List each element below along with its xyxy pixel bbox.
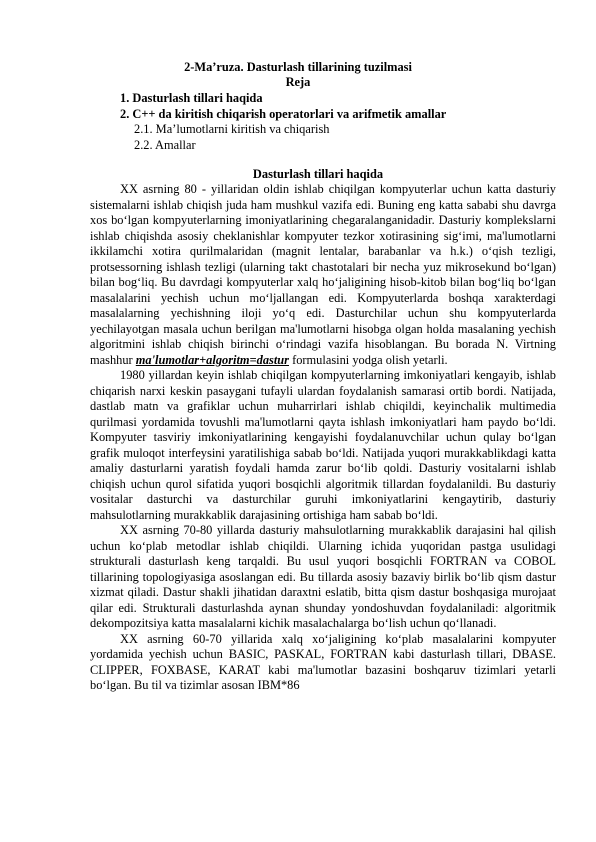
paragraph-text: formulasini yodga olish yetarli. bbox=[289, 352, 448, 367]
body-text bbox=[90, 182, 556, 694]
formula-emphasis: ma'lumotlar+algoritm=dastur bbox=[135, 352, 289, 367]
paragraph bbox=[90, 182, 556, 368]
paragraph-text: XX asrning 80 - yillaridan oldin ishlab chiqilgan kompyuterlar uchun katta dasturiy sistemalarni ishlab chiqish juda ham mushkul vazifa edi. Buning eng katta sababi shu davrga xos bo‘lgan kompyuterlarning imoniyatlarining chegaralanganidadir. Dasturiy komplekslarni ishlab chiqishda asosiy cheklanishlar kompyuter tezkor xotirasining sig‘imi, ma'lumotlarni ikkilamchi xotira qurilmalaridan (magnit lentalar, barabanlar va h.k.) o‘qish tezligi, protsessorning ishlash tezligi (ularning takt chastotalari bir necha yuz mikrosekund bo‘lgan) bilan bog‘liq. Bu davrdagi kompyuterlar xalq ho‘jaligining hisob-kitob bilan bog‘liq bo‘lgan masalalarini yechish uchun mo‘ljallangan edi. Kompyuterlarda boshqa xarakterdagi masalalarning yechishning iloji yo‘q edi. Dasturchilar uchun shu kompyuterlarda yechilayotgan masala uchun berilgan ma'lumotlarni hisobga olgan holda masalaning yechish algoritmini ishlab chiqish birinchi o‘rindagi vazifa hisoblangan. Bu borada N. Virtning mashhur bbox=[90, 182, 556, 367]
section-heading: Dasturlash tillari haqida bbox=[252, 167, 384, 181]
plan-item: 1. Dasturlash tillari haqida bbox=[120, 91, 263, 105]
subplan-item: 2.1. Ma’lumotlarni kiritish va chiqarish bbox=[134, 122, 330, 136]
plan-heading: Reja bbox=[285, 75, 311, 89]
lecture-title: 2-Ma’ruza. Dasturlash tillarining tuzilmasi bbox=[184, 60, 412, 74]
paragraph: XX asrning 70-80 yillarda dasturiy mahsulotlarning murakkablik darajasini hal qilish uchun ko‘plab metodlar ishlab chiqildi. Ularning ichida yuqoridan pastga usulidagi strukturali dasturlash keng tarqaldi. Bu usul yuqori bosqichli FORTRAN va COBOL tillarining topologiyasiga asoslangan edi. Bu tillarda asosiy bazaviy birlik bo‘lib qism dastur xizmat qiladi. Dastur shakli jihatidan daraxtni eslatib, bitta qism dastur boshqasiga murojaat qilar edi. Strukturali dasturlashda aynan shunday yondoshuvdan foydalaniladi: algoritmik dekompozitsiya katta masalalarni kichik masalachalarga bo‘lish uchun qo‘llanadi. bbox=[90, 523, 556, 630]
paragraph: 1980 yillardan keyin ishlab chiqilgan kompyuterlarning imkoniyatlari kengayib, ishlab chiqarish narxi keskin pasaygani tufayli ulardan foydalanish samarasi ortib bordi. Natijada, dastlab matn va grafiklar uchun muharrirlari ishlab chiqildi, keyinchalik multimedia qurilmasi yordamida tovushli ma'lumotlarni qayta ishlash imkoniyatlari ham paydo bo‘ldi. Kompyuter tasviriy imkoniyatlarining kengayishi foydalanuvchilar uchun qulay bo‘lgan grafik muloqot interfeysini yaratilishiga sabab bo‘ldi. Natijada yuqori murakkablikdagi katta amaliy dasturlarni yaratish foydali hamda zarur bo‘lib qoldi. Dasturiy vositalarni ishlab chiqish uchun qurol sifatida yuqori bosqichli algoritmik tillardan foydalanildi. Bu dasturiy vositalar dasturchi va dasturchilar guruhi imkoniyatlarini kengaytirib, dasturiy mahsulotlarning murakkablik darajasining ortishiga ham sabab bo‘ldi. bbox=[90, 368, 556, 522]
paragraph: XX asrning 60-70 yillarida xalq xo‘jaligining ko‘plab masalalarini kompyuter yordamida yechish uchun BASIC, PASKAL, FORTRAN kabi dasturlash tillari, DBASE. CLIPPER, FOXBASE, KARAT kabi ma'lumotlar bazasini boshqaruv tizimlari yetarli bo‘lgan. Bu til va tizimlar asosan IBM*86 bbox=[90, 631, 556, 692]
table-of-contents bbox=[120, 91, 540, 153]
subplan-item: 2.2. Amallar bbox=[134, 137, 196, 152]
plan-item: 2. C++ da kiritish chiqarish operatorlari va arifmetik amallar bbox=[120, 106, 447, 121]
